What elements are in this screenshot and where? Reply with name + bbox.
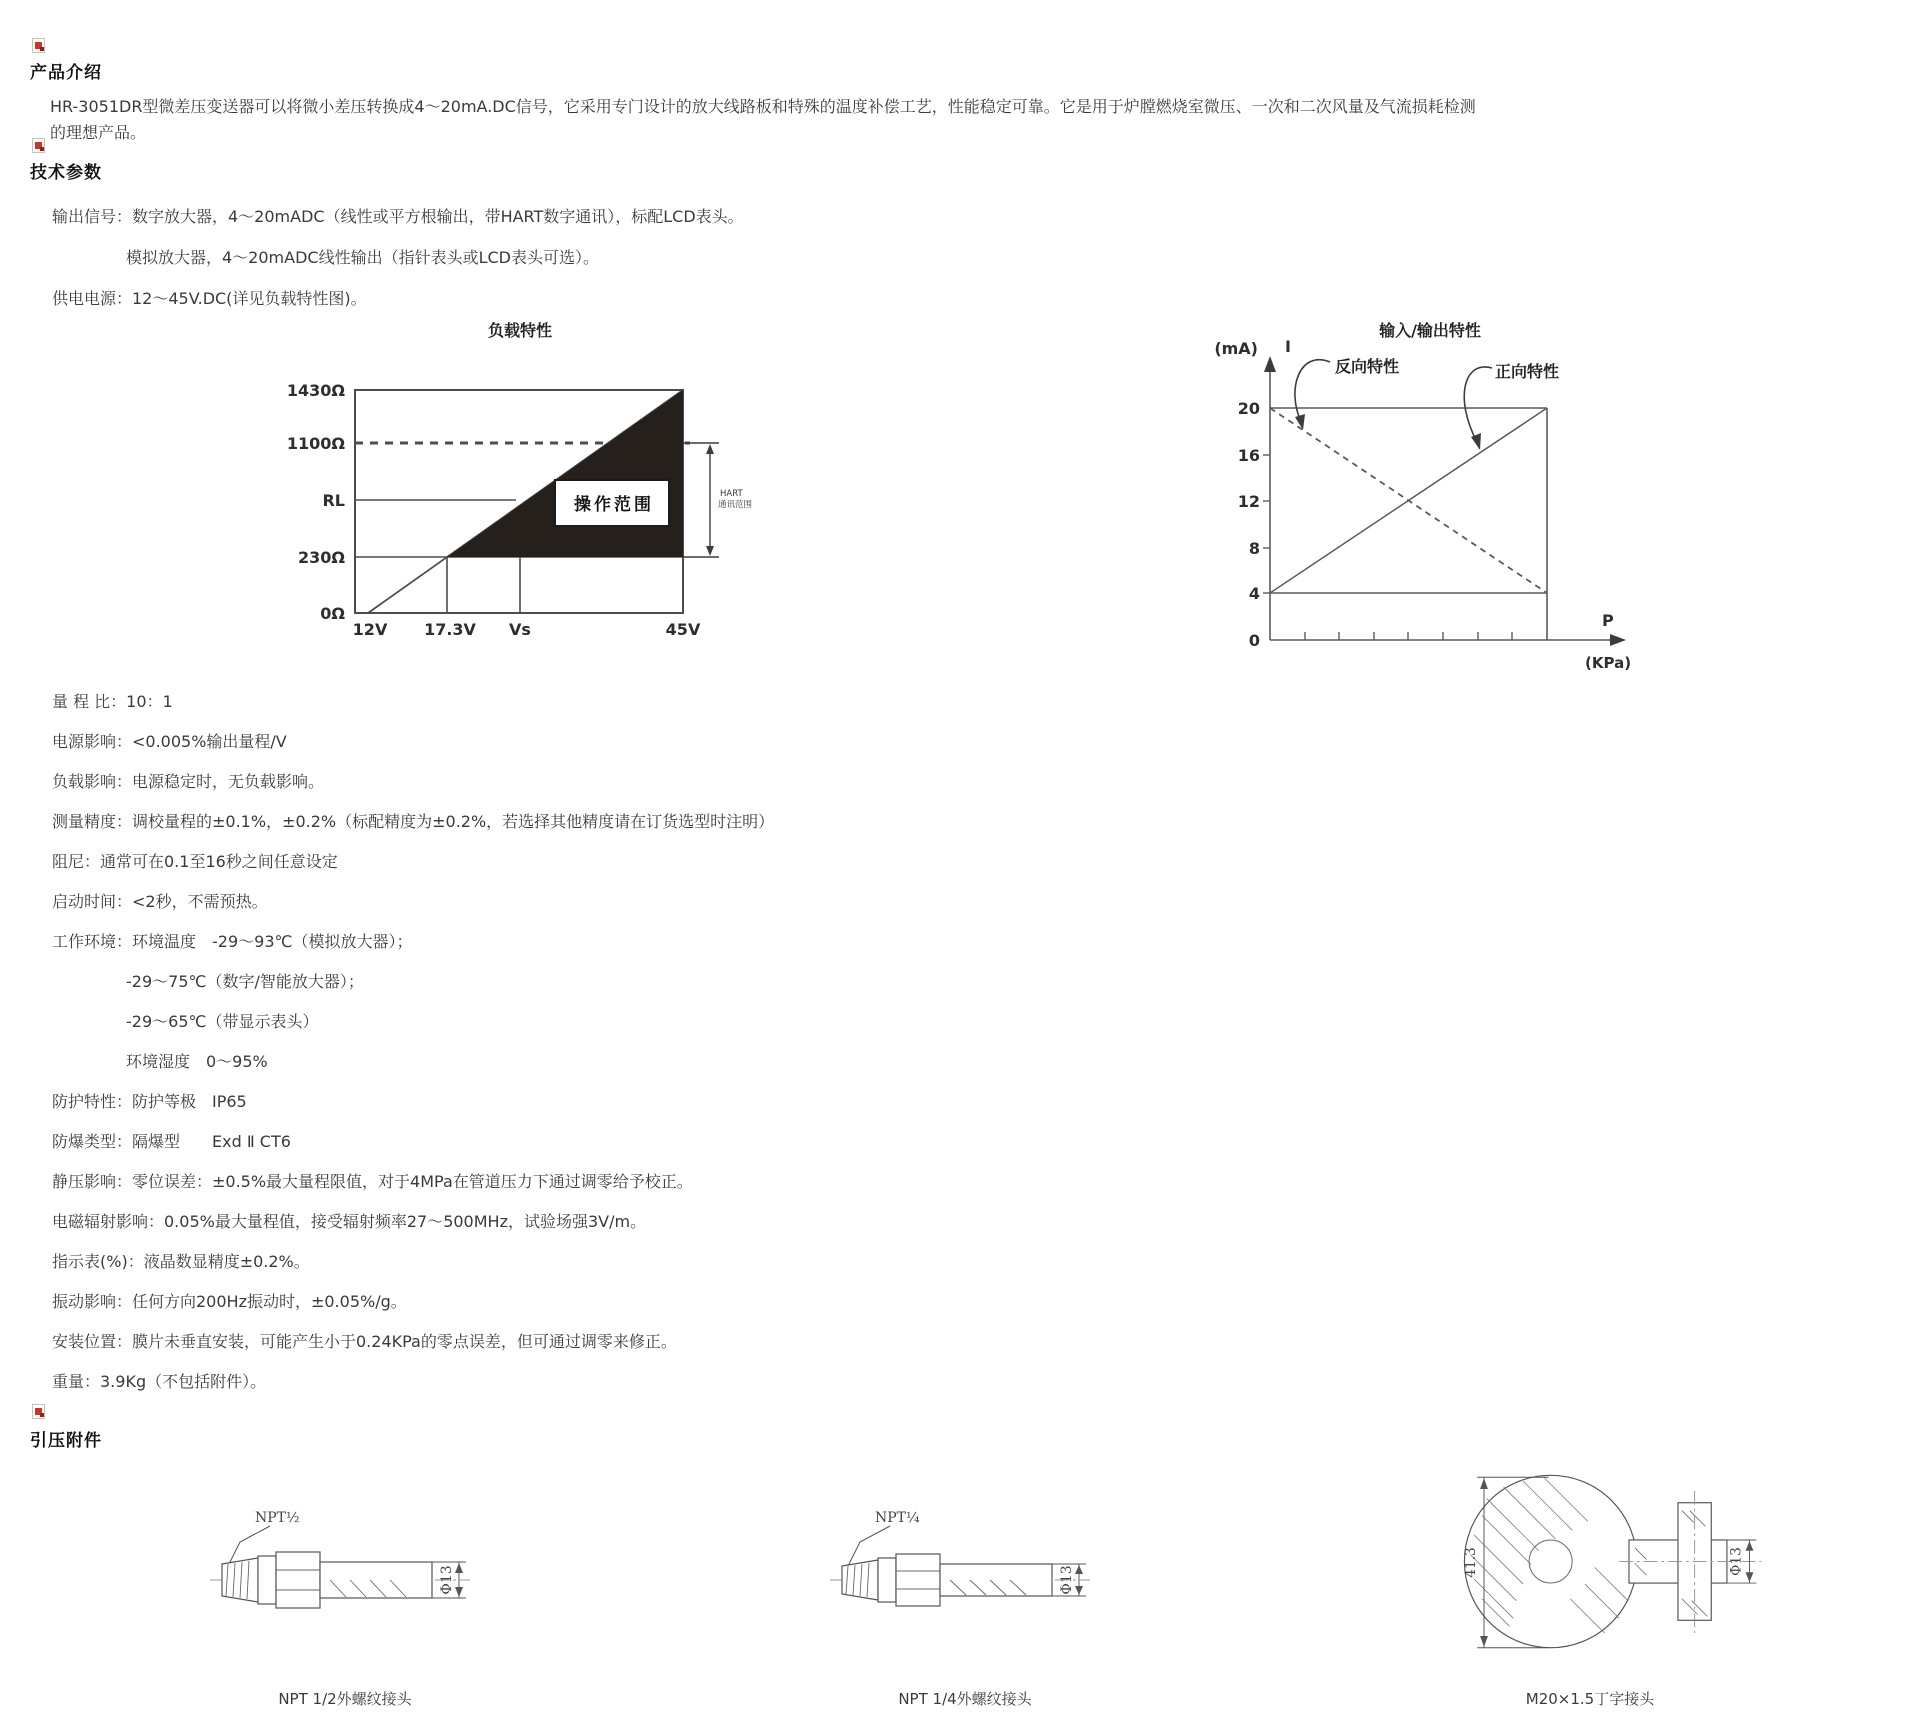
- io-chart-svg: [1190, 270, 1670, 685]
- arrow-up: [706, 444, 714, 454]
- io-characteristic-chart: [1190, 270, 1670, 689]
- load-chart-svg: [220, 300, 765, 650]
- x-tick: 12V: [352, 620, 388, 639]
- spec-line: 电源影响：<0.005%输出量程/V: [52, 732, 287, 751]
- x-axis-arrow: [1610, 634, 1626, 646]
- chart-title: 输入/输出特性: [1379, 321, 1481, 340]
- load-characteristic-chart: [220, 300, 765, 654]
- chart-title: 负载特性: [487, 321, 553, 340]
- dim-arrow: [1480, 1636, 1488, 1647]
- y-var-label: I: [1285, 337, 1291, 356]
- hart-range-bracket: [683, 443, 719, 557]
- dim-arrow: [1075, 1565, 1083, 1574]
- diameter-dim: Φ13: [1728, 1547, 1745, 1576]
- section-title-fittings: 引压附件: [30, 1431, 102, 1451]
- y-axis-arrow: [1264, 356, 1276, 372]
- y-tick: 0: [1248, 631, 1260, 650]
- section-marker-icon: [32, 1404, 45, 1419]
- reverse-series-label: 反向特性: [1335, 357, 1400, 376]
- y-tick: 12: [1237, 492, 1260, 511]
- spec-line: -29～65℃（带显示表头）: [126, 1012, 319, 1031]
- spec-line: 输出信号：数字放大器，4～20mADC（线性或平方根输出，带HART数字通讯），标配LCD表头。: [52, 207, 744, 226]
- forward-series-label: 正向特性: [1495, 362, 1560, 381]
- thread-label: NPT¼: [875, 1510, 920, 1526]
- forward-arrowhead: [1471, 433, 1481, 450]
- fitting-drawing-npt14: [790, 1480, 1170, 1679]
- operating-range-label: 操作范围: [574, 495, 654, 515]
- spec-line: 指示表(%)：液晶数显精度±0.2%。: [52, 1252, 310, 1271]
- dim-arrow: [455, 1587, 463, 1597]
- dim-arrow: [1075, 1586, 1083, 1595]
- spec-line: 测量精度：调校量程的±0.1%，±0.2%（标配精度为±0.2%，若选择其他精度请在订货选型时注明）: [52, 812, 775, 831]
- spec-line: 振动影响：任何方向200Hz振动时，±0.05%/g。: [52, 1292, 407, 1311]
- fitting-body: [222, 1552, 432, 1608]
- spec-line: 负载影响：电源稳定时，无负载影响。: [52, 772, 325, 791]
- spec-line: 工作环境：环境温度 -29～93℃（模拟放大器）；: [52, 932, 413, 951]
- y-tick: 1430Ω: [286, 381, 345, 400]
- height-dim: 41.3: [1463, 1547, 1480, 1578]
- y-tick: 4: [1248, 584, 1260, 603]
- spec-line: 重量：3.9Kg（不包括附件）。: [52, 1372, 267, 1391]
- spec-line: 防爆类型：隔爆型 Exd Ⅱ CT6: [52, 1132, 291, 1151]
- y-tick: 1100Ω: [286, 434, 345, 453]
- section-marker-icon: [32, 138, 45, 153]
- spec-line: 模拟放大器，4～20mADC线性输出（指针表头或LCD表头可选）。: [126, 248, 599, 267]
- diameter-dim: Φ13: [439, 1565, 455, 1595]
- fitting-caption-2: NPT 1/4外螺纹接头: [898, 1690, 1032, 1708]
- section-title-intro: 产品介绍: [30, 63, 102, 83]
- dim-arrow: [1480, 1478, 1488, 1489]
- thread-label: NPT½: [255, 1510, 300, 1526]
- y-tick: RL: [322, 491, 345, 510]
- fitting-drawing-npt12: [170, 1480, 550, 1679]
- tech-specs-bottom: [0, 682, 1900, 1402]
- x-var-label: P: [1602, 611, 1614, 630]
- y-tick: 20: [1237, 399, 1260, 418]
- dim-arrow: [1746, 1541, 1754, 1551]
- fitting-svg-3: [1380, 1442, 1780, 1682]
- spec-line: 静压影响：零位误差：±0.5%最大量程限值，对于4MPa在管道压力下通过调零给予校正。: [52, 1172, 693, 1191]
- fitting-drawing-m20: [1380, 1442, 1780, 1686]
- flange-hub: [1529, 1540, 1572, 1583]
- section-marker-icon: [32, 38, 45, 53]
- spec-line: 启动时间：<2秒，不需预热。: [52, 892, 268, 911]
- intro-paragraph: HR-3051DR型微差压变送器可以将微小差压转换成4～20mA.DC信号，它采用专门设计的放大线路板和特殊的温度补偿工艺，性能稳定可靠。它是用于炉膛燃烧室微压、一次和二次风量及气流损耗检测的理想产品。: [50, 97, 1476, 142]
- chart-axes: [1270, 368, 1618, 640]
- y-tick: 230Ω: [298, 548, 345, 567]
- spec-line: 量 程 比：10：1: [52, 692, 173, 711]
- fitting-caption-3: M20×1.5丁字接头: [1525, 1690, 1655, 1708]
- dim-arrow: [1746, 1572, 1754, 1582]
- y-tick: 8: [1248, 539, 1260, 558]
- hart-range-label-1: HART: [720, 489, 743, 499]
- fitting-body: [842, 1554, 1052, 1606]
- spec-line: 电磁辐射影响：0.05%最大量程值，接受辐射频率27～500MHz，试验场强3V/m。: [52, 1212, 647, 1231]
- spec-line: 防护特性：防护等极 IP65: [52, 1092, 247, 1111]
- reverse-arrow-curve: [1295, 360, 1330, 422]
- spec-line: 供电电源：12～45V.DC(详见负载特性图)。: [52, 289, 367, 308]
- y-tick: 16: [1237, 446, 1260, 465]
- dim-arrow: [455, 1563, 463, 1573]
- spec-line: 环境湿度 0～95%: [126, 1052, 268, 1071]
- x-tick: Vs: [509, 620, 531, 639]
- fitting-svg-1: [170, 1480, 550, 1675]
- section-title-tech: 技术参数: [30, 163, 102, 183]
- hart-range-label-2: 通讯范围: [718, 500, 753, 510]
- axis-ticks: [1263, 455, 1512, 640]
- spec-line: -29～75℃（数字/智能放大器）；: [126, 972, 364, 991]
- x-unit-label: (KPa): [1585, 654, 1632, 672]
- x-tick: 45V: [665, 620, 701, 639]
- x-tick: 17.3V: [424, 620, 476, 639]
- spec-line: 阻尼：通常可在0.1至16秒之间任意设定: [52, 852, 338, 871]
- forward-arrow-curve: [1464, 367, 1492, 442]
- fitting-svg-2: [790, 1480, 1170, 1675]
- arrow-down: [706, 546, 714, 556]
- spec-line: 安装位置：膜片未垂直安装，可能产生小于0.24KPa的零点误差，但可通过调零来修正。: [52, 1332, 677, 1351]
- fitting-caption-1: NPT 1/2外螺纹接头: [278, 1690, 412, 1708]
- y-tick: 0Ω: [320, 604, 345, 623]
- diameter-dim: Φ13: [1059, 1565, 1075, 1595]
- y-unit-label: (mA): [1214, 339, 1258, 358]
